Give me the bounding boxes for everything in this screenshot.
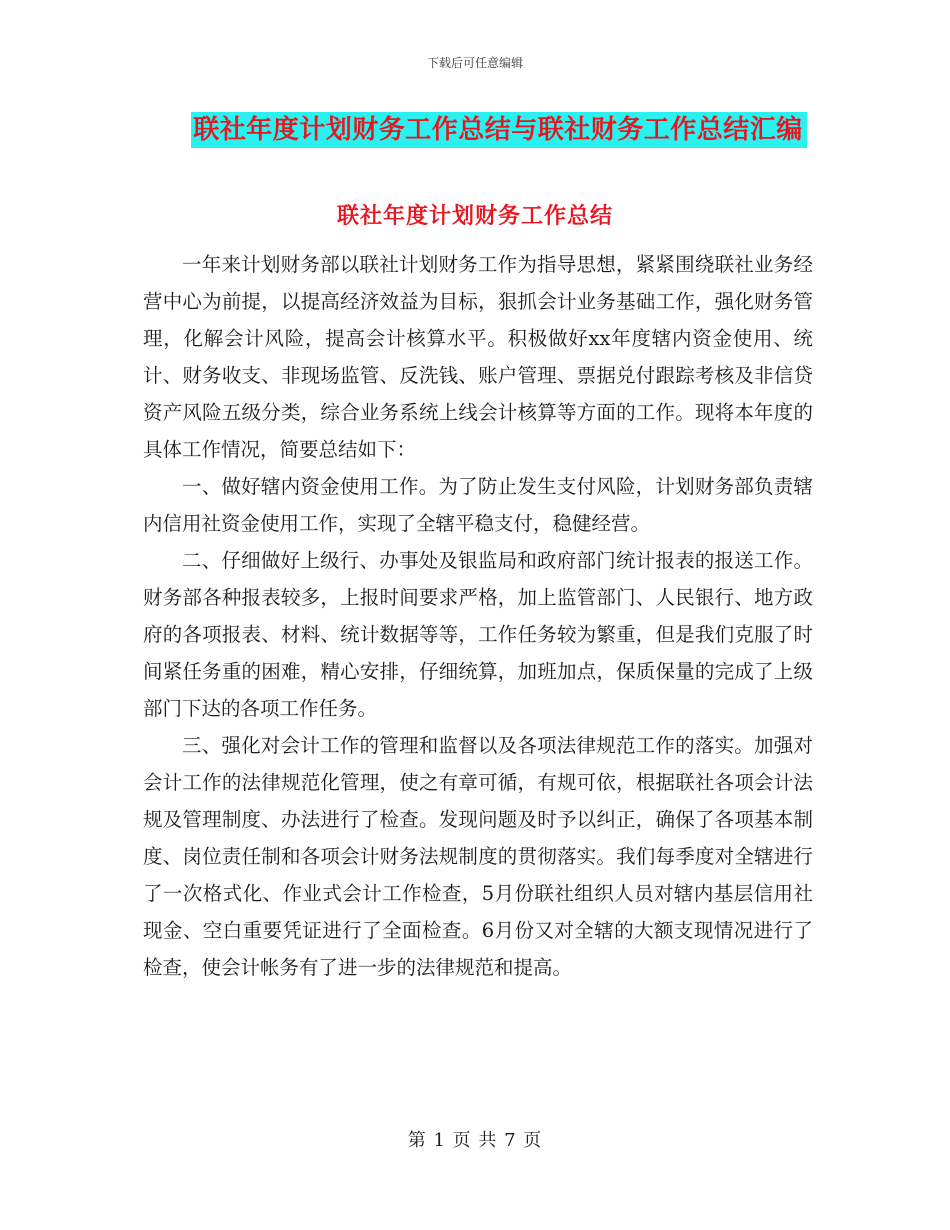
paragraph-item-3: 三、强化对会计工作的管理和监督以及各项法律规范工作的落实。加强对会计工作的法律规范化管理，使之有章可循，有规可依，根据联社各项会计法规及管理制度、办法进行了检查。发现问题及时予以纠正，确保了各项基本制度、岗位责任制和各项会计财务法规制度的贯彻落实。我们每季度对全辖进行了一次格式化、作业式会计工作检查，5月份联社组织人员对辖内基层信用社现金、空白重要凭证进行了全面检查。6月份又对全辖的大额支现情况进行了检查，使会计帐务有了进一步的法律规范和提高。	[143, 734, 813, 979]
paragraph-item-2: 二、仔细做好上级行、办事处及银监局和政府部门统计报表的报送工作。财务部各种报表较多，上报时间要求严格，加上监管部门、人民银行、地方政府的各项报表、材料、统计数据等等，工作任务较为繁重，但是我们克服了时间紧任务重的困难，精心安排，仔细统算，加班加点，保质保量的完成了上级部门下达的各项工作任务。	[143, 549, 813, 720]
page-number: 第 1 页 共 7 页	[407, 1130, 543, 1151]
page-header-note: 下载后可任意编辑	[426, 56, 523, 70]
paragraph-intro: 一年来计划财务部以联社计划财务工作为指导思想，紧紧围绕联社业务经营中心为前提，以提高经济效益为目标，狠抓会计业务基础工作，强化财务管理，化解会计风险，提高会计核算水平。积极做好xx年度辖内资金使用、统计、财务收支、非现场监管、反洗钱、账户管理、票据兑付跟踪考核及非信贷资产风险五级分类，综合业务系统上线会计核算等方面的工作。现将本年度的具体工作情况，简要总结如下：	[143, 253, 813, 461]
document-title-container	[0, 112, 950, 148]
document-body	[143, 246, 813, 986]
paragraph-item-1: 一、做好辖内资金使用工作。为了防止发生支付风险，计划财务部负责辖内信用社资金使用工作，实现了全辖平稳支付，稳健经营。	[143, 475, 813, 535]
document-title: 联社年度计划财务工作总结与联社财务工作总结汇编	[191, 112, 807, 148]
section-title: 联社年度计划财务工作总结	[336, 203, 613, 229]
